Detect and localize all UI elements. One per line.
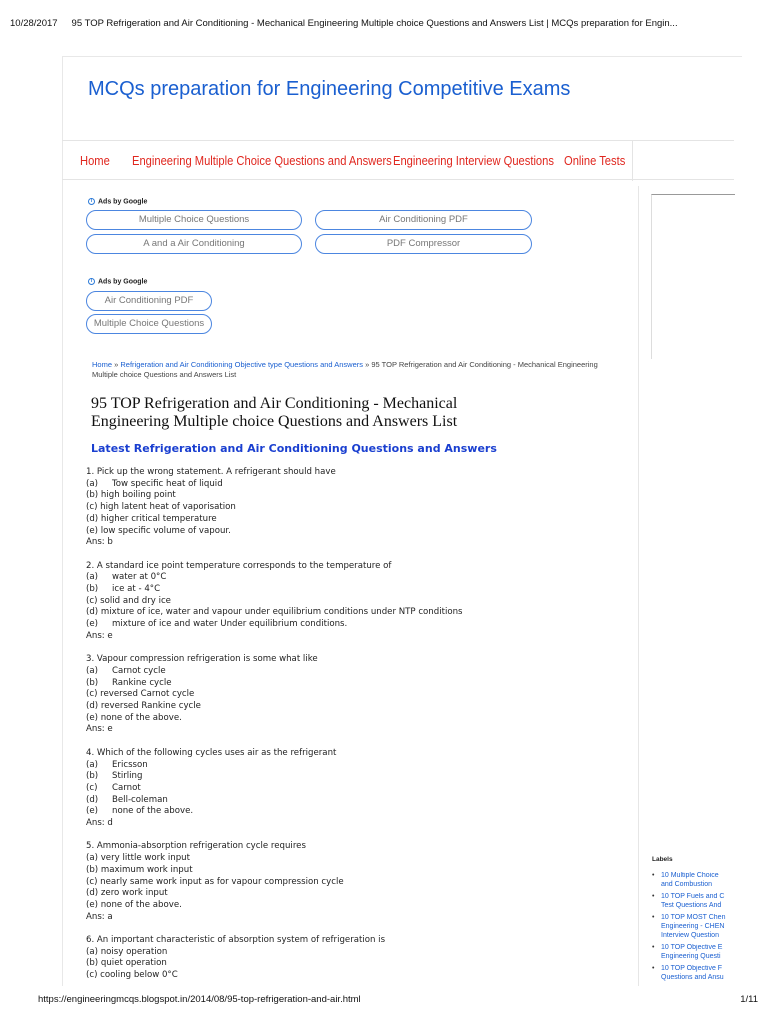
ads-label[interactable]: i Ads by Google [88,278,147,285]
question-item [86,748,606,830]
question-option: (a) Tow specific heat of liquid [86,478,223,489]
question-option: (a) noisy operation [86,946,168,957]
label-link[interactable]: • 10 Multiple Choice and Combustion [652,872,736,889]
nav-separator [632,141,633,181]
site-title[interactable]: MCQs preparation for Engineering Competitive Exams [88,78,571,100]
post-title: 95 TOP Refrigeration and Air Conditioning - Mechanical Engineering Multiple choice Questions and Answers List [91,395,458,430]
ad-link-button[interactable]: Multiple Choice Questions [86,314,212,334]
info-icon: i [88,198,95,205]
question-option: (d) reversed Rankine cycle [86,701,201,712]
breadcrumb-category[interactable]: Refrigeration and Air Conditioning Objective type Questions and Answers [120,360,364,369]
question-option: (b) high boiling point [86,490,176,501]
labels-list [652,872,736,987]
question-option: (c) reversed Carnot cycle [86,689,195,700]
print-date: 10/28/2017 [10,18,58,29]
ad-link-button[interactable]: Multiple Choice Questions [86,210,302,230]
question-option: (e) none of the above. [86,899,182,910]
question-option: (e) none of the above. [86,806,194,817]
question-option: (e) mixture of ice and water Under equilibrium conditions. [86,619,348,630]
print-page-number: 1/11 [740,994,758,1005]
question-option: (c) Carnot [86,782,141,793]
question-option: (b) quiet operation [86,958,167,969]
question-item [86,935,606,982]
answer-text: Ans: b [86,537,113,548]
answer-text: Ans: e [86,630,113,641]
ad-link-button[interactable]: Air Conditioning PDF [86,291,212,311]
post-subheading: Latest Refrigeration and Air Conditioning Questions and Answers [91,442,497,455]
question-item [86,654,606,736]
question-option: (b) ice at - 4°C [86,584,161,595]
sidebar-divider [638,186,639,986]
breadcrumb-home[interactable]: Home [92,360,113,369]
question-item [86,561,606,643]
sidebar-widget [651,194,735,359]
question-option: (e) none of the above. [86,712,182,723]
ad-link-button[interactable]: Air Conditioning PDF [315,210,532,230]
nav-home[interactable]: Home [80,153,110,168]
breadcrumb-current: Multiple choice Questions and Answers List [92,370,237,379]
question-option: (c) cooling below 0°C [86,970,178,981]
question-text: 5. Ammonia-absorption refrigeration cycle requires [86,841,306,852]
question-item [86,841,606,923]
breadcrumb-current: 95 TOP Refrigeration and Air Conditioning - Mechanical Engineering [371,360,598,369]
question-text: 2. A standard ice point temperature corresponds to the temperature of [86,560,392,571]
question-option: (a) Carnot cycle [86,665,166,676]
nav-engineering-mcq[interactable]: Engineering Multiple Choice Questions and Answers [132,153,392,168]
question-option: (b) maximum work input [86,864,193,875]
print-header [10,18,760,29]
question-text: 6. An important characteristic of absorption system of refrigeration is [86,935,386,946]
question-option: (d) Bell-coleman [86,794,168,805]
answer-text: Ans: e [86,724,113,735]
label-link[interactable]: • 10 TOP Objective E Engineering Questi [652,944,736,961]
nav-online-tests[interactable]: Online Tests [564,153,626,168]
question-option: (a) Ericsson [86,759,148,770]
ad-link-button[interactable]: A and a Air Conditioning [86,234,302,254]
answer-text: Ans: d [86,818,113,829]
question-option: (b) Rankine cycle [86,677,172,688]
question-list [86,467,606,994]
ad-link-button[interactable]: PDF Compressor [315,234,532,254]
ads-label[interactable]: i Ads by Google [88,198,147,205]
question-item [86,467,606,549]
question-text: 1. Pick up the wrong statement. A refrigerant should have [86,467,336,477]
question-option: (d) higher critical temperature [86,513,217,524]
question-option: (a) water at 0°C [86,572,167,583]
question-option: (e) low specific volume of vapour. [86,525,231,536]
answer-text: Ans: a [86,911,113,922]
question-text: 4. Which of the following cycles uses air as the refrigerant [86,747,337,758]
question-option: (d) mixture of ice, water and vapour under equilibrium conditions under NTP conditions [86,607,463,618]
print-title: 95 TOP Refrigeration and Air Conditioning - Mechanical Engineering Multiple choice Questions and Answers List | MCQs preparation for Engin... [71,18,678,29]
question-option: (c) nearly same work input as for vapour compression cycle [86,876,344,887]
question-text: 3. Vapour compression refrigeration is some what like [86,654,318,665]
question-option: (b) Stirling [86,771,143,782]
question-option: (c) high latent heat of vaporisation [86,502,236,513]
nav-interview-questions[interactable]: Engineering Interview Questions [393,153,554,168]
label-link[interactable]: • 10 TOP Objective F Questions and Ansu [652,965,736,982]
info-icon: i [88,278,95,285]
label-link[interactable]: • 10 TOP MOST Chen Engineering - CHEN Interview Question [652,914,736,940]
labels-title: Labels [652,856,673,863]
question-option: (d) zero work input [86,888,168,899]
main-nav [62,140,734,180]
question-option: (c) solid and dry ice [86,595,171,606]
breadcrumb: Home » Refrigeration and Air Conditioning Objective type Questions and Answers » 95 TOP Refrigeration and Air Conditioning - Mechanical Engineering Multiple choice Questions and Answers List [92,360,598,379]
question-option: (a) very little work input [86,853,190,864]
print-url: https://engineeringmcqs.blogspot.in/2014/08/95-top-refrigeration-and-air.html [38,994,361,1005]
label-link[interactable]: • 10 TOP Fuels and C Test Questions And [652,893,736,910]
